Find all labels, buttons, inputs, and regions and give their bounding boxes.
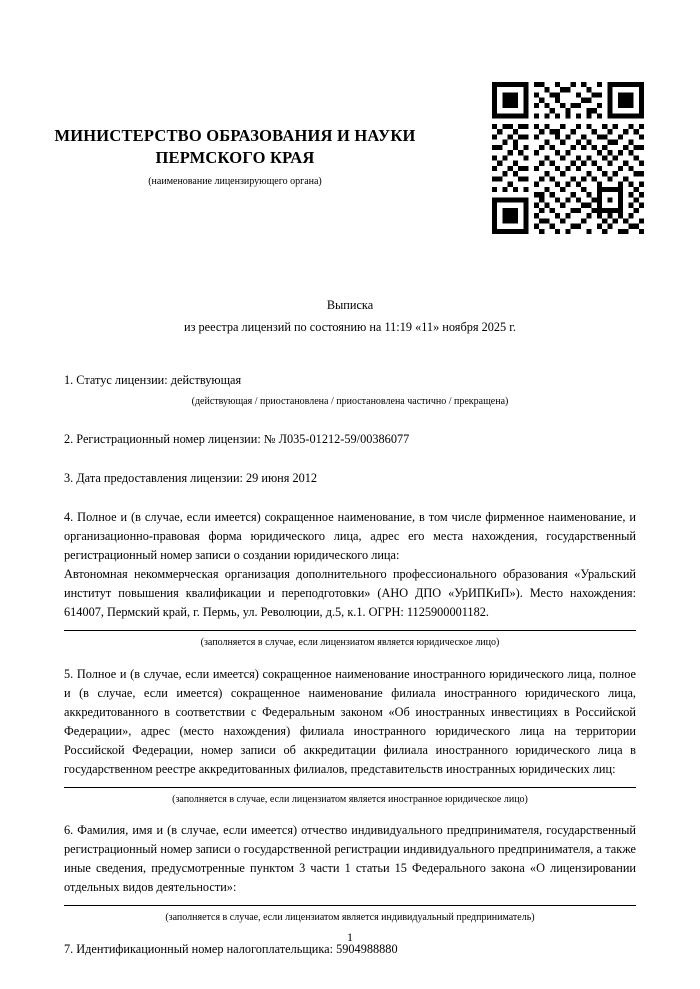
extract-title: Выписка bbox=[326, 298, 374, 312]
item-1-text: 1. Статус лицензии: действующая bbox=[64, 373, 242, 388]
document-header bbox=[0, 125, 470, 187]
item-2-text: 2. Регистрационный номер лицензии: № Л035-01212-59/00386077 bbox=[64, 431, 410, 446]
page-number: 1 bbox=[347, 930, 353, 944]
item-1 bbox=[64, 371, 636, 410]
item-3-text: 3. Дата предоставления лицензии: 29 июня 2012 bbox=[64, 470, 318, 485]
item-2 bbox=[64, 430, 636, 449]
item-7-text: 7. Идентификационный номер налогоплательщика: 5904988880 bbox=[64, 941, 398, 956]
item-4-value: Автономная некоммерческая организация дополнительного профессионального образования «Уральский институт повышения квалификации и переподготовки» (АНО ДПО «УрИПКиП»). Место нахождения: 614007, Пермский край, г. Пермь, ул. Революции, д.5, к.1. ОГРН: 1125900001182. bbox=[64, 566, 636, 619]
extract-subtitle: из реестра лицензий по состоянию на 11:19 «11» ноября 2025 г. bbox=[184, 320, 516, 335]
item-5-text: 5. Полное и (в случае, если имеется) сокращенное наименование иностранного юридического лица, полное и (в случае, если имеется) сокращенное наименование филиала иностранного юридического лица, аккредитованного в соответствии с Федеральным законом «Об иностранных инвестициях в Российской Федерации», адрес (место нахождения) филиала иностранного юридического лица на территории Российской Федерации, номер записи об аккредитации филиала иностранного юридического лица в государственном реестре аккредитованных филиалов, представительств иностранных юридических лиц: bbox=[64, 666, 636, 776]
item-4-note: (заполняется в случае, если лицензиатом является юридическое лицо) bbox=[200, 637, 500, 649]
item-5-divider bbox=[64, 787, 636, 788]
ministry-title-line2: ПЕРМСКОГО КРАЯ bbox=[155, 148, 315, 168]
item-6-note: (заполняется в случае, если лицензиатом является индивидуальный предприниматель) bbox=[165, 912, 535, 924]
item-6-divider bbox=[64, 905, 636, 906]
item-4-divider bbox=[64, 630, 636, 631]
document-content bbox=[64, 296, 636, 959]
ministry-title-line1: МИНИСТЕРСТВО ОБРАЗОВАНИЯ И НАУКИ bbox=[54, 126, 416, 145]
ministry-subtitle: (наименование лицензирующего органа) bbox=[148, 175, 322, 187]
item-6-text: 6. Фамилия, имя и (в случае, если имеется) отчество индивидуального предпринимателя, государственный регистрационный номер записи о государственной регистрации индивидуального предпринимателя, а также иные сведения, предусмотренные пунктом 3 части 1 статьи 15 Федерального закона «О лицензировании отдельных видов деятельности»: bbox=[64, 823, 636, 895]
qr-code-icon bbox=[492, 82, 644, 234]
item-6 bbox=[64, 821, 636, 926]
qr-code-svg bbox=[492, 82, 644, 234]
item-4 bbox=[64, 508, 636, 651]
item-3 bbox=[64, 469, 636, 488]
item-4-text: 4. Полное и (в случае, если имеется) сокращенное наименование, в том числе фирменное наименование, и организационно-правовая форма юридического лица, адрес его места нахождения, государственный регистрационный номер записи о создании юридического лица: bbox=[64, 509, 636, 562]
item-1-note: (действующая / приостановлена / приостановлена частично / прекращена) bbox=[191, 396, 509, 408]
item-5-note: (заполняется в случае, если лицензиатом является иностранное юридическое лицо) bbox=[172, 793, 528, 805]
item-5 bbox=[64, 665, 636, 808]
